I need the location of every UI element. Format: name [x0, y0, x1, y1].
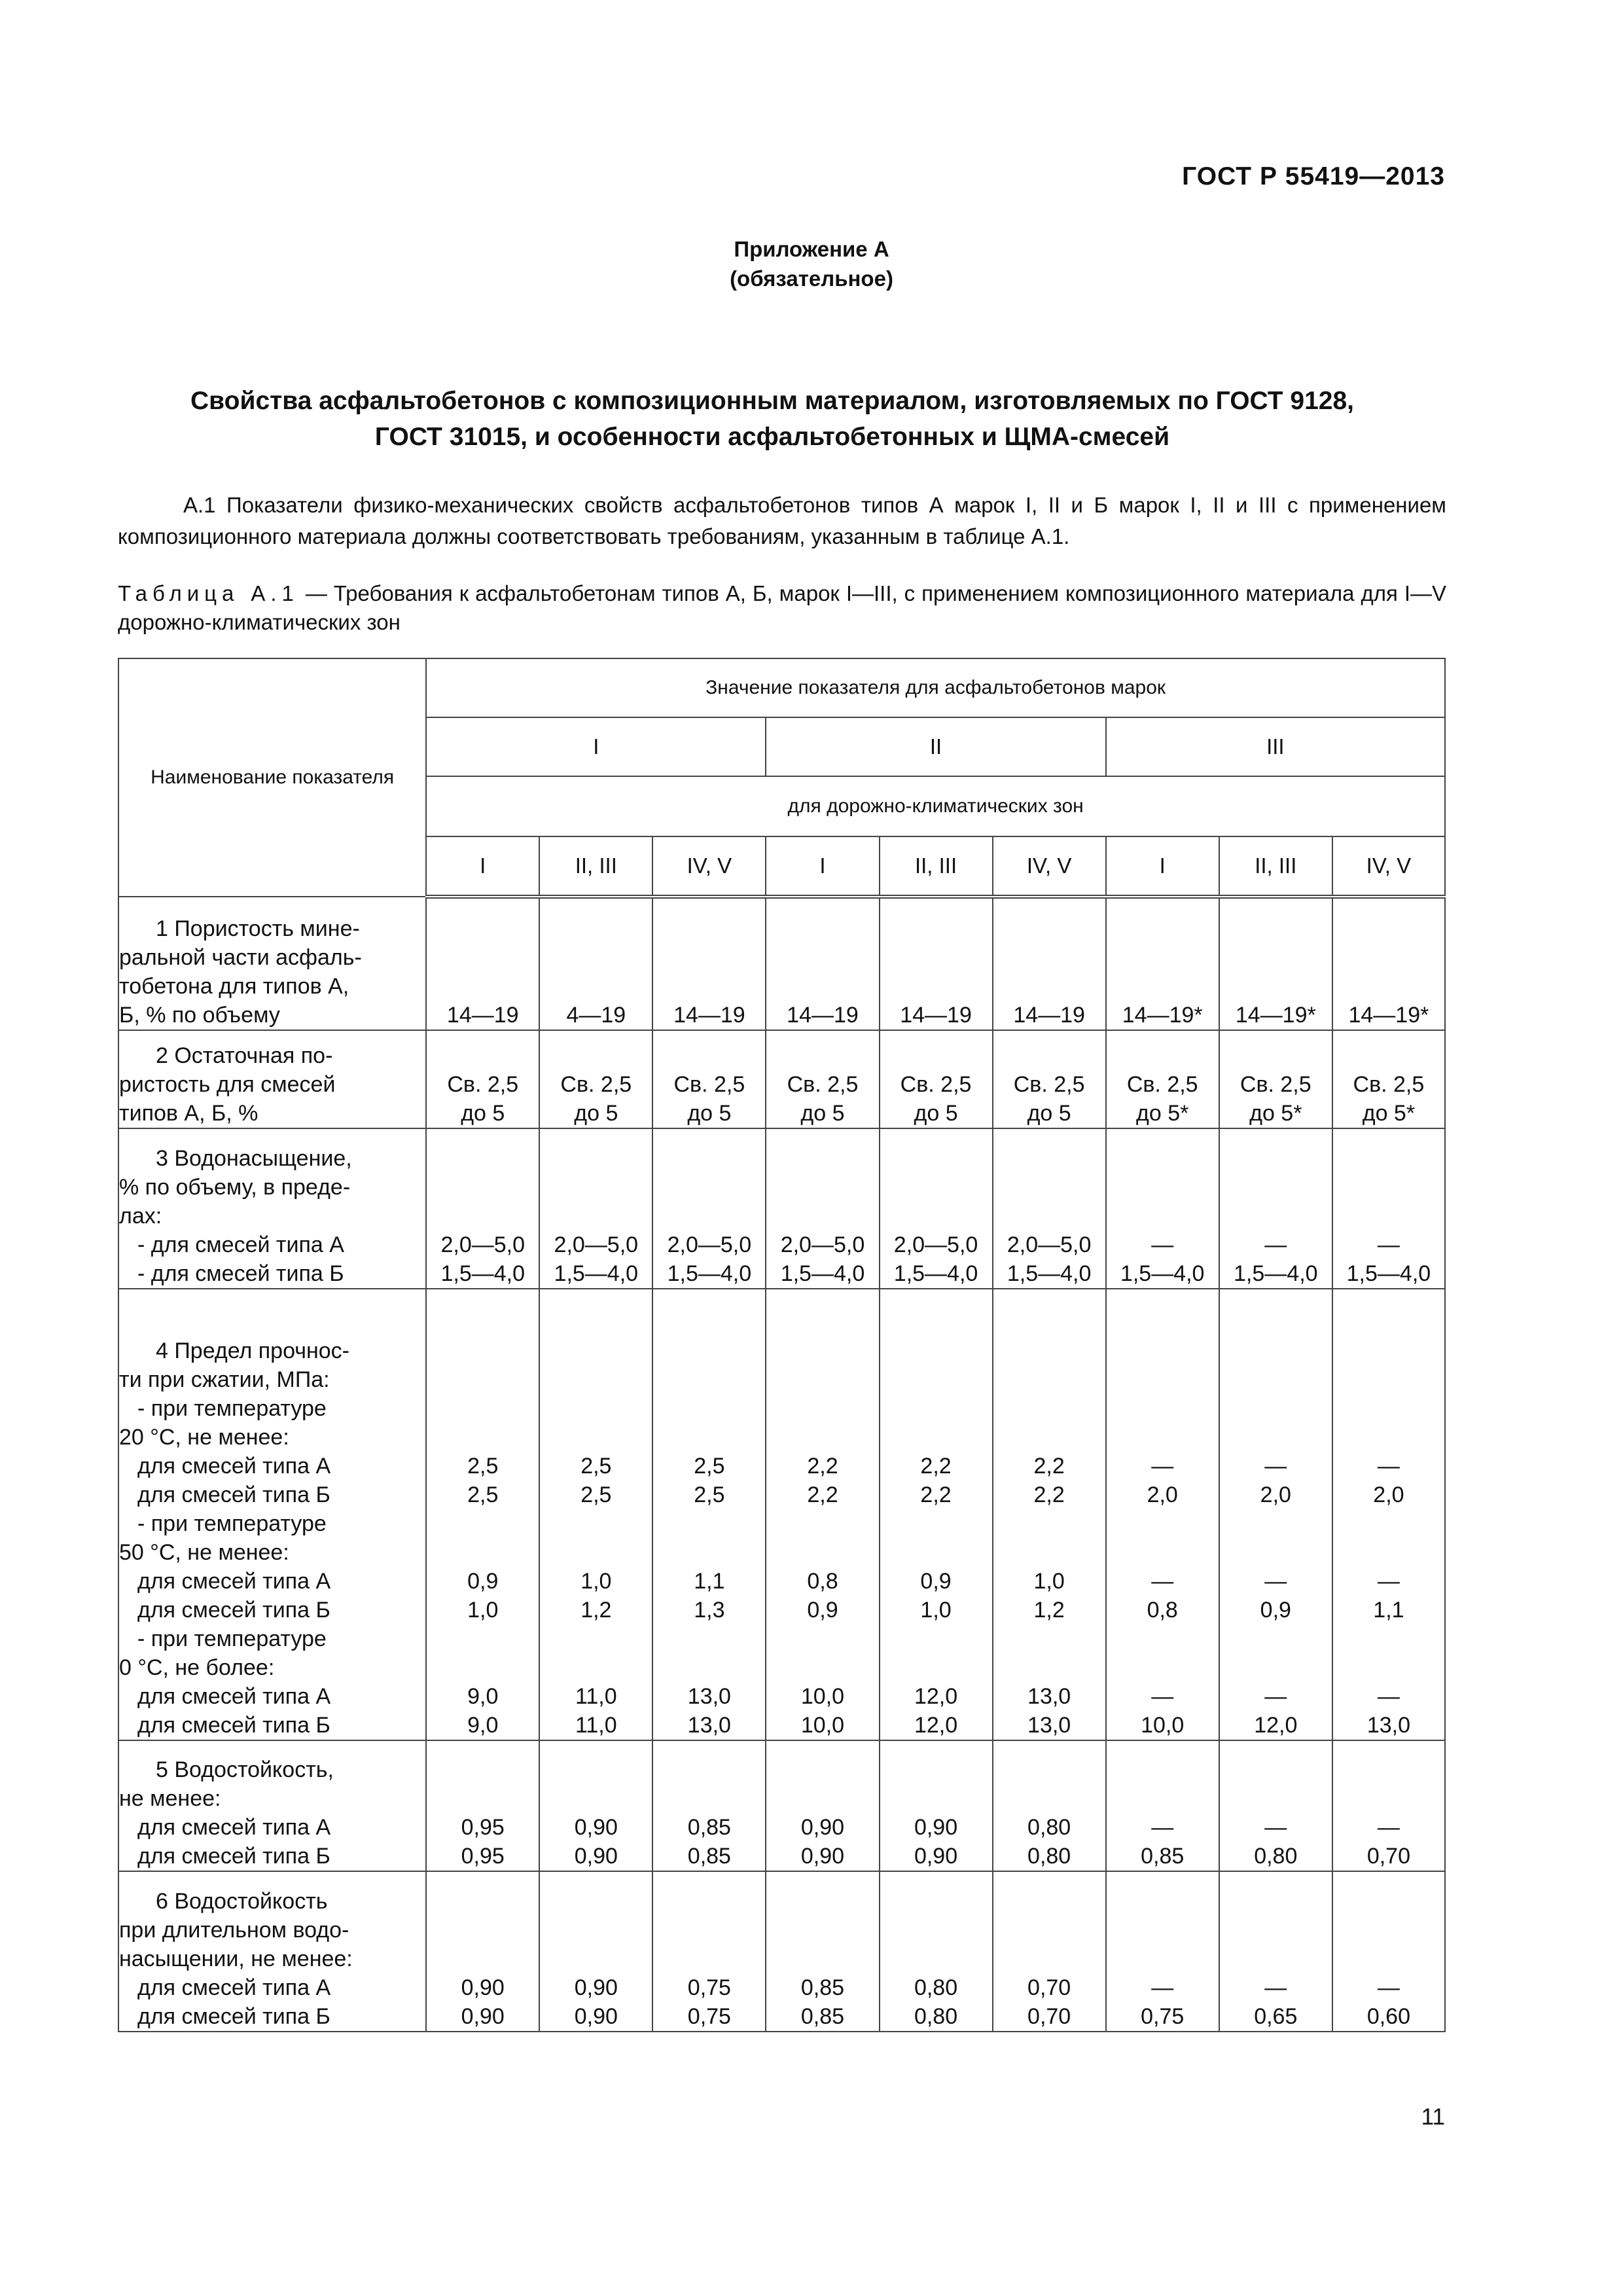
- value-text: 2,2: [1033, 1482, 1065, 1507]
- value-text: —: [1264, 1454, 1287, 1479]
- value-text: 0,70: [1027, 2004, 1071, 2029]
- value-text: 0,80: [1254, 1844, 1298, 1869]
- value-text: 11,0: [575, 1713, 617, 1738]
- value-cell: [539, 1289, 652, 1740]
- value-cell: [426, 1740, 539, 1871]
- value-text: —: [1377, 1232, 1400, 1257]
- indicator-name-line: типов А, Б, %: [119, 1101, 259, 1126]
- value-text: 0,95: [461, 1844, 505, 1869]
- indicator-name-line: для смесей типа Б: [137, 1713, 330, 1738]
- value-text: до 5: [461, 1101, 505, 1126]
- indicator-name-line: 1 Пористость мине-: [156, 916, 360, 941]
- value-text: 1,5—4,0: [1007, 1261, 1092, 1286]
- value-text: до 5: [800, 1101, 845, 1126]
- requirements-table: [118, 658, 1446, 2032]
- indicator-name-line: 2 Остаточная по-: [156, 1043, 333, 1068]
- value-text: 0,60: [1366, 2004, 1410, 2029]
- value-cell: [880, 1030, 993, 1128]
- value-text: 0,90: [914, 1815, 958, 1840]
- value-text: 0,90: [574, 1844, 618, 1869]
- zone-header: II, III: [1219, 836, 1332, 897]
- indicator-name-line: для смесей типа А: [137, 1815, 331, 1840]
- column-header-values: Значение показателя для асфальтобетонов марок: [426, 658, 1445, 717]
- value-text: 14—19: [787, 1003, 859, 1028]
- value-cell: [1219, 1030, 1332, 1128]
- value-text: 13,0: [1366, 1713, 1410, 1738]
- grade-header: II: [766, 717, 1105, 776]
- indicator-name-line: - при температуре: [137, 1396, 327, 1421]
- value-cell: [766, 897, 879, 1030]
- value-text: 13,0: [1027, 1713, 1071, 1738]
- value-text: 1,5—4,0: [440, 1261, 525, 1286]
- value-text: Св. 2,5: [900, 1072, 972, 1097]
- value-text: —: [1151, 1684, 1174, 1709]
- value-cell: [652, 1289, 766, 1740]
- value-text: 2,0—5,0: [554, 1232, 639, 1257]
- zone-header: II, III: [880, 836, 993, 897]
- value-text: 14—19: [900, 1003, 972, 1028]
- value-text: 0,90: [461, 1975, 505, 2000]
- value-text: 0,75: [687, 1975, 731, 2000]
- value-cell: [880, 1289, 993, 1740]
- zone-header: I: [1106, 836, 1219, 897]
- value-text: Св. 2,5: [560, 1072, 632, 1097]
- value-text: до 5*: [1362, 1101, 1416, 1126]
- indicator-name-line: 50 °С, не менее:: [119, 1540, 289, 1565]
- value-text: —: [1264, 1569, 1287, 1594]
- zone-header: IV, V: [1332, 836, 1445, 897]
- indicator-name-line: для смесей типа Б: [137, 1844, 330, 1869]
- zone-header: IV, V: [993, 836, 1106, 897]
- table-caption: [118, 579, 1446, 637]
- indicator-name-line: 5 Водостойкость,: [156, 1757, 334, 1782]
- indicator-name-line: - при температуре: [137, 1511, 327, 1536]
- value-text: Св. 2,5: [1240, 1072, 1311, 1097]
- indicator-name: [118, 1871, 426, 2032]
- paragraph-a1: [118, 490, 1446, 552]
- value-text: 1,5—4,0: [1120, 1261, 1205, 1286]
- page-number: 11: [1421, 2104, 1445, 2130]
- value-cell: [880, 1128, 993, 1289]
- indicator-name-line: 4 Предел прочнос-: [156, 1338, 349, 1363]
- value-text: 2,0: [1373, 1482, 1404, 1507]
- value-cell: [766, 1128, 879, 1289]
- value-cell: [1106, 1030, 1219, 1128]
- value-text: 0,70: [1027, 1975, 1071, 2000]
- table-caption-text: — Требования к асфальтобетонам типов А, Б, марок I—III, с применением композиционного материала для I—V дорожно-климатических зон: [118, 581, 1446, 634]
- value-cell: [1106, 897, 1219, 1030]
- value-cell: [880, 1871, 993, 2032]
- value-text: 2,0—5,0: [893, 1232, 978, 1257]
- value-cell: [1106, 1740, 1219, 1871]
- indicator-name-line: насыщении, не менее:: [119, 1946, 353, 1971]
- value-text: Св. 2,5: [1126, 1072, 1198, 1097]
- indicator-name-line: для смесей типа Б: [137, 1482, 330, 1507]
- table-row: [118, 1128, 1445, 1289]
- value-text: —: [1264, 1684, 1287, 1709]
- table-caption-label: Таблица А.1: [118, 581, 299, 605]
- appendix-heading: [0, 234, 1623, 293]
- indicator-name-line: не менее:: [119, 1786, 221, 1811]
- value-text: 2,5: [467, 1482, 499, 1507]
- value-text: 14—19: [1013, 1003, 1085, 1028]
- table-row: [118, 1740, 1445, 1871]
- indicator-name-line: 20 °С, не менее:: [119, 1425, 289, 1450]
- value-text: до 5: [687, 1101, 732, 1126]
- value-text: 0,85: [687, 1815, 731, 1840]
- value-text: 1,5—4,0: [554, 1261, 639, 1286]
- value-text: 9,0: [467, 1684, 499, 1709]
- value-text: 14—19*: [1122, 1003, 1203, 1028]
- grade-header: III: [1106, 717, 1445, 776]
- value-cell: [1332, 897, 1445, 1030]
- value-cell: [539, 1030, 652, 1128]
- value-text: Св. 2,5: [1013, 1072, 1085, 1097]
- value-cell: [539, 897, 652, 1030]
- value-text: 2,0: [1147, 1482, 1178, 1507]
- value-text: Св. 2,5: [447, 1072, 519, 1097]
- value-text: —: [1377, 1569, 1400, 1594]
- indicator-name-line: ти при сжатии, МПа:: [119, 1367, 330, 1392]
- value-cell: [1332, 1030, 1445, 1128]
- value-text: 0,90: [461, 2004, 505, 2029]
- indicator-name-line: - для смесей типа Б: [137, 1261, 344, 1286]
- value-text: 2,0—5,0: [1007, 1232, 1092, 1257]
- value-text: 2,0—5,0: [780, 1232, 865, 1257]
- table-row: [118, 1871, 1445, 2032]
- value-text: —: [1151, 1454, 1174, 1479]
- table-row: [118, 897, 1445, 1030]
- value-text: 2,2: [807, 1482, 838, 1507]
- indicator-name-line: % по объему, в преде-: [119, 1175, 351, 1200]
- value-text: —: [1264, 1975, 1287, 2000]
- value-text: 2,0—5,0: [667, 1232, 752, 1257]
- value-cell: [1332, 1289, 1445, 1740]
- value-text: —: [1151, 1975, 1174, 2000]
- value-text: 0,70: [1366, 1844, 1410, 1869]
- value-text: 2,5: [467, 1454, 499, 1479]
- value-text: 0,90: [800, 1844, 845, 1869]
- value-text: 0,80: [1027, 1815, 1071, 1840]
- value-text: 13,0: [1027, 1684, 1071, 1709]
- value-cell: [539, 1871, 652, 2032]
- value-cell: [1332, 1871, 1445, 2032]
- section-title-line-2: ГОСТ 31015, и особенности асфальтобетонных и ЩМА-смесей: [374, 423, 1170, 451]
- value-text: 0,90: [914, 1844, 958, 1869]
- indicator-name-line: при длительном водо-: [119, 1918, 349, 1943]
- value-text: 0,85: [800, 1975, 845, 2000]
- indicator-name-line: 0 °С, не более:: [119, 1655, 275, 1680]
- value-text: до 5: [574, 1101, 618, 1126]
- value-cell: [652, 897, 766, 1030]
- value-text: Св. 2,5: [787, 1072, 859, 1097]
- value-text: 12,0: [914, 1684, 958, 1709]
- value-cell: [993, 1289, 1106, 1740]
- value-text: 0,8: [1147, 1598, 1178, 1623]
- value-cell: [993, 897, 1106, 1030]
- value-cell: [426, 897, 539, 1030]
- value-text: до 5*: [1249, 1101, 1302, 1126]
- value-cell: [426, 1128, 539, 1289]
- value-text: 14—19: [673, 1003, 745, 1028]
- zone-header: I: [426, 836, 539, 897]
- zones-header: для дорожно-климатических зон: [426, 776, 1445, 836]
- value-cell: [426, 1289, 539, 1740]
- value-text: 12,0: [1254, 1713, 1298, 1738]
- value-text: —: [1151, 1815, 1174, 1840]
- indicator-name-line: для смесей типа А: [137, 1454, 331, 1479]
- value-text: —: [1377, 1975, 1400, 2000]
- indicator-name: [118, 897, 426, 1030]
- value-cell: [426, 1030, 539, 1128]
- value-text: 0,95: [461, 1815, 505, 1840]
- value-text: 1,0: [920, 1598, 952, 1623]
- value-text: 0,65: [1254, 2004, 1298, 2029]
- value-text: 0,75: [687, 2004, 731, 2029]
- value-text: 1,2: [580, 1598, 612, 1623]
- value-text: 12,0: [914, 1713, 958, 1738]
- value-text: 10,0: [800, 1684, 845, 1709]
- value-cell: [1106, 1128, 1219, 1289]
- value-text: 0,80: [914, 1975, 958, 2000]
- value-cell: [1332, 1740, 1445, 1871]
- value-text: 1,0: [580, 1569, 612, 1594]
- indicator-name-line: для смесей типа Б: [137, 1598, 330, 1623]
- value-text: 1,5—4,0: [1346, 1261, 1431, 1286]
- value-cell: [993, 1128, 1106, 1289]
- value-text: 0,85: [1141, 1844, 1185, 1869]
- value-text: 1,5—4,0: [893, 1261, 978, 1286]
- indicator-name: [118, 1030, 426, 1128]
- value-cell: [1219, 1128, 1332, 1289]
- value-text: —: [1151, 1232, 1174, 1257]
- value-text: 13,0: [687, 1713, 731, 1738]
- value-cell: [652, 1740, 766, 1871]
- value-cell: [993, 1030, 1106, 1128]
- value-cell: [652, 1871, 766, 2032]
- zone-header: I: [766, 836, 879, 897]
- value-text: —: [1377, 1684, 1400, 1709]
- value-text: 9,0: [467, 1713, 499, 1738]
- value-cell: [880, 897, 993, 1030]
- indicator-name-line: тобетона для типов А,: [119, 974, 349, 999]
- value-text: 0,85: [687, 1844, 731, 1869]
- table-body: [118, 897, 1445, 2032]
- grade-header: I: [426, 717, 766, 776]
- value-text: 1,3: [694, 1598, 725, 1623]
- value-cell: [1219, 1740, 1332, 1871]
- paragraph-a1-text: А.1 Показатели физико-механических свойств асфальтобетонов типов А марок I, II и Б марок I, II и III с применением композиционного материала должны соответствовать требованиям, указанным в таблице А.1.: [118, 493, 1446, 548]
- value-text: 14—19: [446, 1003, 519, 1028]
- value-text: до 5: [1027, 1101, 1071, 1126]
- value-cell: [766, 1030, 879, 1128]
- value-text: 10,0: [1141, 1713, 1185, 1738]
- value-text: 10,0: [800, 1713, 845, 1738]
- indicator-name-line: для смесей типа А: [137, 1569, 331, 1594]
- value-text: 0,90: [574, 2004, 618, 2029]
- value-cell: [993, 1871, 1106, 2032]
- appendix-status: (обязательное): [730, 266, 893, 291]
- value-cell: [1219, 897, 1332, 1030]
- indicator-name-line: Б, % по объему: [119, 1003, 280, 1028]
- value-text: 2,0—5,0: [440, 1232, 525, 1257]
- value-text: 2,5: [694, 1454, 725, 1479]
- value-text: 0,9: [467, 1569, 499, 1594]
- value-text: 13,0: [687, 1684, 731, 1709]
- value-cell: [539, 1128, 652, 1289]
- value-text: 1,1: [1373, 1598, 1404, 1623]
- value-cell: [1332, 1128, 1445, 1289]
- indicator-name-line: 6 Водостойкость: [156, 1889, 328, 1914]
- table-row: [118, 1289, 1445, 1740]
- value-cell: [1106, 1871, 1219, 2032]
- value-text: 2,2: [920, 1482, 952, 1507]
- value-cell: [993, 1740, 1106, 1871]
- indicator-name-line: для смесей типа А: [137, 1975, 331, 2000]
- column-header-name: Наименование показателя: [118, 658, 426, 897]
- value-cell: [1219, 1871, 1332, 2032]
- value-text: 1,0: [467, 1598, 499, 1623]
- value-cell: [426, 1871, 539, 2032]
- value-text: до 5*: [1136, 1101, 1189, 1126]
- indicator-name: [118, 1740, 426, 1871]
- appendix-label: Приложение А: [734, 237, 889, 261]
- value-text: 0,9: [920, 1569, 952, 1594]
- value-text: 0,90: [800, 1815, 845, 1840]
- value-cell: [766, 1871, 879, 2032]
- value-text: —: [1377, 1815, 1400, 1840]
- value-cell: [1219, 1289, 1332, 1740]
- value-text: до 5: [914, 1101, 958, 1126]
- indicator-name-line: - при температуре: [137, 1626, 327, 1651]
- value-text: 1,5—4,0: [780, 1261, 865, 1286]
- document-code: ГОСТ Р 55419—2013: [1182, 162, 1445, 190]
- value-text: 1,0: [1033, 1569, 1065, 1594]
- indicator-name-line: - для смесей типа А: [137, 1232, 344, 1257]
- value-text: 2,2: [807, 1454, 838, 1479]
- indicator-name-line: лах:: [119, 1204, 162, 1229]
- section-title: [118, 383, 1427, 455]
- indicator-name-line: 3 Водонасыщение,: [156, 1146, 352, 1171]
- indicator-name-line: ральной части асфаль-: [119, 945, 362, 970]
- value-cell: [1106, 1289, 1219, 1740]
- value-text: 2,0: [1260, 1482, 1291, 1507]
- value-text: 0,85: [800, 2004, 845, 2029]
- value-cell: [652, 1030, 766, 1128]
- indicator-name-line: ристость для смесей: [119, 1072, 336, 1097]
- value-text: 2,2: [920, 1454, 952, 1479]
- value-text: 0,90: [574, 1975, 618, 2000]
- value-text: 2,5: [694, 1482, 725, 1507]
- value-text: —: [1377, 1454, 1400, 1479]
- indicator-name-line: для смесей типа А: [137, 1684, 331, 1709]
- value-text: 0,80: [1027, 1844, 1071, 1869]
- indicator-name: [118, 1128, 426, 1289]
- value-text: —: [1264, 1815, 1287, 1840]
- value-text: 4—19: [566, 1003, 626, 1028]
- value-cell: [539, 1740, 652, 1871]
- value-text: —: [1264, 1232, 1287, 1257]
- value-text: 0,75: [1141, 2004, 1185, 2029]
- value-text: 0,9: [807, 1598, 838, 1623]
- indicator-name: [118, 1289, 426, 1740]
- value-cell: [766, 1740, 879, 1871]
- value-text: Св. 2,5: [1353, 1072, 1425, 1097]
- value-text: 1,5—4,0: [667, 1261, 752, 1286]
- table-row: [118, 1030, 1445, 1128]
- value-text: 2,5: [580, 1482, 612, 1507]
- value-text: 2,5: [580, 1454, 612, 1479]
- zone-header: II, III: [539, 836, 652, 897]
- indicator-name-line: для смесей типа Б: [137, 2004, 330, 2029]
- value-text: 1,1: [694, 1569, 725, 1594]
- value-text: 0,8: [807, 1569, 838, 1594]
- value-text: 0,80: [914, 2004, 958, 2029]
- value-text: —: [1151, 1569, 1174, 1594]
- value-text: 0,90: [574, 1815, 618, 1840]
- value-text: 11,0: [575, 1684, 617, 1709]
- zone-header: IV, V: [652, 836, 766, 897]
- section-title-line-1: Свойства асфальтобетонов с композиционным материалом, изготовляемых по ГОСТ 9128,: [190, 387, 1354, 415]
- value-cell: [652, 1128, 766, 1289]
- value-text: 1,2: [1033, 1598, 1065, 1623]
- value-text: 14—19*: [1348, 1003, 1429, 1028]
- value-text: 0,9: [1260, 1598, 1291, 1623]
- value-text: 2,2: [1033, 1454, 1065, 1479]
- value-text: 1,5—4,0: [1234, 1261, 1318, 1286]
- value-cell: [880, 1740, 993, 1871]
- value-text: Св. 2,5: [673, 1072, 745, 1097]
- value-cell: [766, 1289, 879, 1740]
- value-text: 14—19*: [1235, 1003, 1316, 1028]
